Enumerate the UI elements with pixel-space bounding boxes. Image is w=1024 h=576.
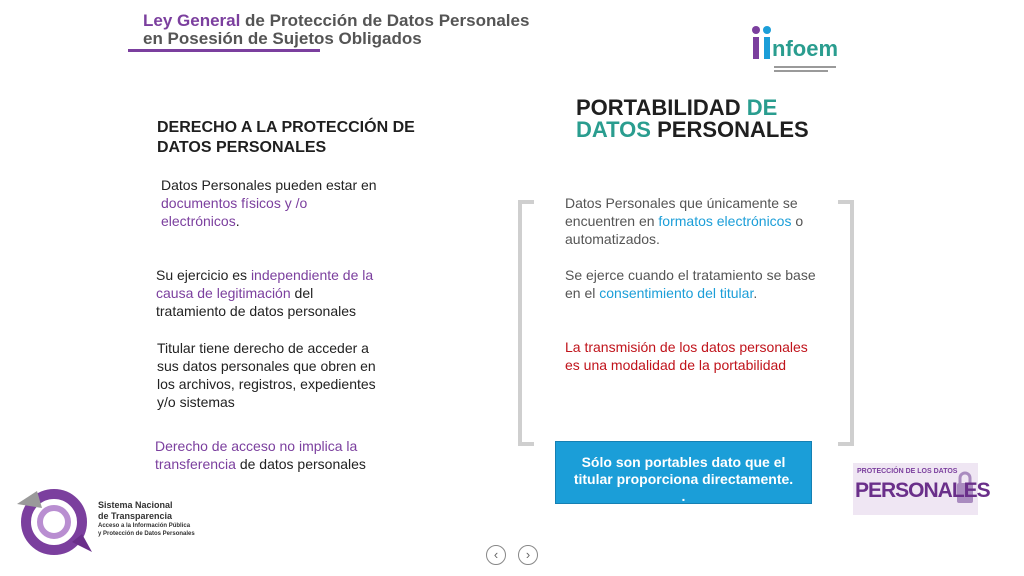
datos-personales-badge bbox=[853, 463, 990, 515]
right-paragraph-1: Datos Personales que únicamente se encuentren en formatos electrónicos o automatizados. bbox=[565, 195, 804, 247]
chevron-left-icon: ‹ bbox=[493, 547, 499, 562]
page-title bbox=[143, 12, 529, 48]
callout-line1: Sólo son portables dato que el bbox=[581, 454, 786, 470]
left-paragraph-4: Derecho de acceso no implica la transferencia de datos personales bbox=[155, 438, 366, 472]
prev-slide-button[interactable] bbox=[486, 545, 506, 565]
left-paragraph-2: Su ejercicio es independiente de la causa de legitimación del tratamiento de datos personales bbox=[156, 267, 374, 319]
next-slide-button[interactable] bbox=[518, 545, 538, 565]
infoem-logo bbox=[748, 22, 844, 74]
portability-personales: PERSONALES bbox=[657, 117, 809, 142]
sistema-line4: y Protección de Datos Personales bbox=[98, 531, 195, 537]
title-underline bbox=[128, 49, 320, 52]
title-rest: de Protección de Datos Personales bbox=[240, 11, 530, 30]
badge-main-text: PERSONALES bbox=[855, 479, 990, 502]
portability-title bbox=[576, 97, 809, 141]
right-bracket bbox=[838, 200, 854, 446]
callout-line3: . bbox=[681, 488, 686, 504]
title-line2: en Posesión de Sujetos Obligados bbox=[143, 29, 422, 48]
sistema-nacional-text bbox=[98, 500, 195, 538]
left-paragraph-1: Datos Personales pueden estar en documentos físicos y /o electrónicos. bbox=[161, 177, 377, 229]
callout-box bbox=[555, 441, 812, 504]
left-bracket bbox=[518, 200, 534, 446]
sistema-line1: Sistema Nacional bbox=[98, 500, 173, 510]
left-heading: DERECHO A LA PROTECCIÓN DE DATOS PERSONALES bbox=[157, 119, 415, 156]
right-paragraph-2: Se ejerce cuando el tratamiento se base en el consentimiento del titular. bbox=[565, 267, 816, 301]
portability-word: PORTABILIDAD bbox=[576, 95, 741, 120]
sistema-nacional-logo bbox=[12, 486, 97, 556]
right-paragraph-3: La transmisión de los datos personales es una modalidad de la portabilidad bbox=[565, 339, 808, 373]
badge-top-text: PROTECCIÓN DE LOS DATOS bbox=[857, 468, 958, 475]
chevron-right-icon: › bbox=[525, 547, 531, 562]
portability-datos: DATOS bbox=[576, 117, 651, 142]
callout-line2: titular proporciona directamente. bbox=[573, 471, 794, 487]
sistema-line3: Acceso a la Información Pública bbox=[98, 523, 191, 529]
title-accent: Ley General bbox=[143, 11, 241, 30]
left-paragraph-3: Titular tiene derecho de acceder a sus datos personales que obren en los archivos, registros, expedientes y/o sistemas bbox=[157, 340, 376, 410]
sistema-line2: de Transparencia bbox=[98, 511, 173, 521]
portability-de: DE bbox=[746, 95, 778, 120]
infoem-logo-text: nfoem bbox=[772, 36, 838, 61]
